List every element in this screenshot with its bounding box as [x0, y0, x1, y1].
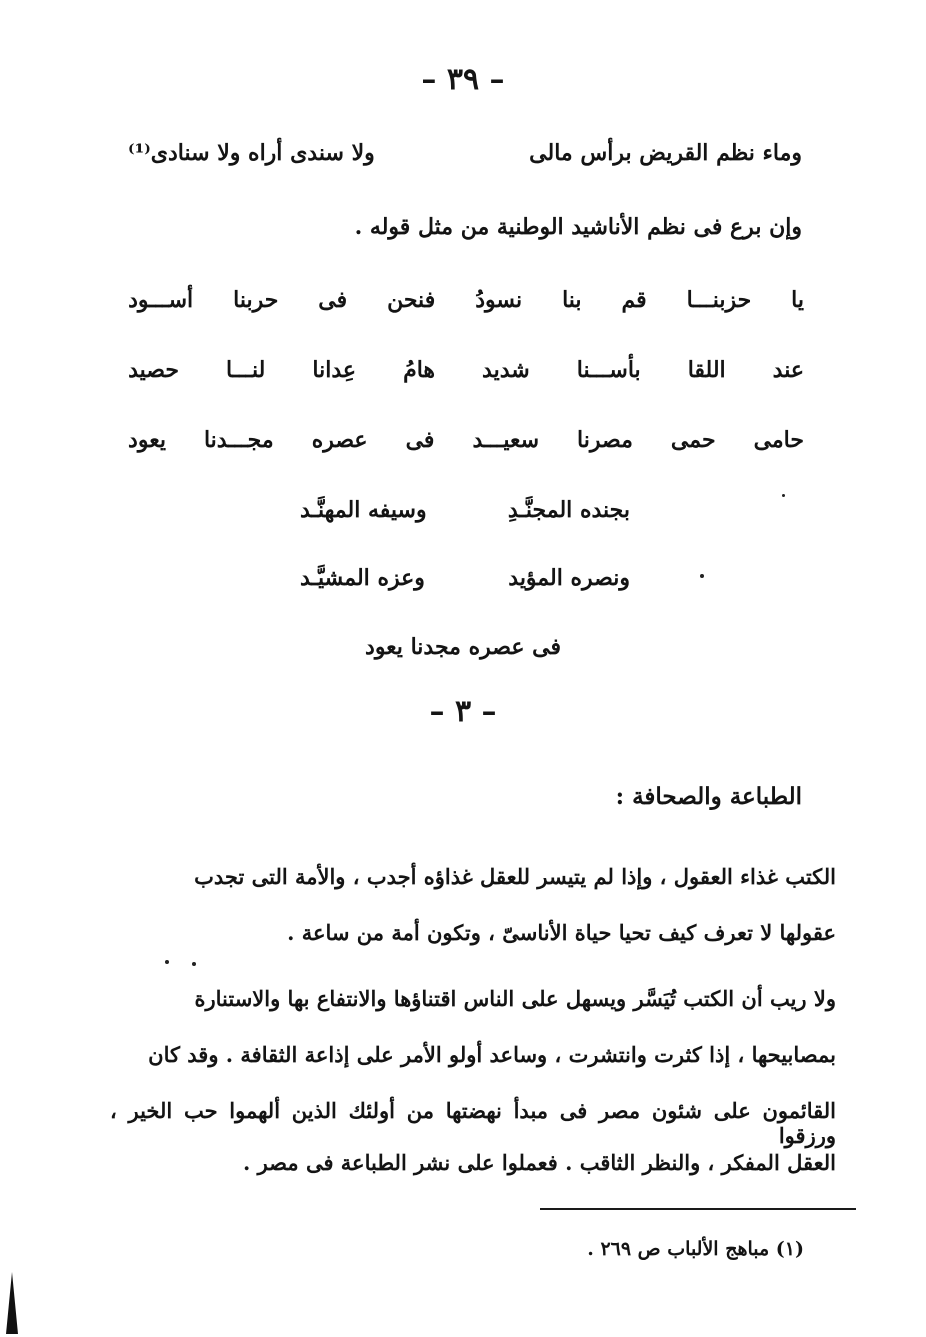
anthem-word: سعيـــد — [472, 427, 540, 453]
anthem-word: بنا — [562, 287, 582, 313]
scan-speck — [700, 574, 704, 578]
page-number: – ٣٩ – — [421, 62, 505, 97]
anthem-row — [128, 284, 804, 316]
anthem-word: هامُ — [403, 357, 436, 383]
anthem-word: فنحن — [387, 287, 436, 313]
couplet-row — [300, 494, 630, 526]
verse-left-hemistich: ولا سندى أراه ولا سنادى⁽¹⁾ — [128, 140, 375, 166]
anthem-word: نسودُ — [475, 287, 523, 313]
anthem-word: يعود — [128, 427, 166, 453]
anthem-word: مصرنا — [577, 427, 633, 453]
anthem-word: عند — [772, 357, 804, 383]
couplet-hemistich: ونصره المؤيد — [508, 565, 630, 591]
couplet-row — [300, 562, 630, 594]
paragraph-line: ولا ريب أن الكتب تُيَسَّر ويسهل على الناس اقتناؤها والانتفاع بها والاستنارة — [194, 986, 836, 1011]
paragraph-line: بمصابيحها ، إذا كثرت وانتشرت ، وساعد أولو الأمر على إذاعة الثقافة . وقد كان — [148, 1042, 836, 1067]
anthem-word: حصيد — [128, 357, 179, 383]
verse-right-hemistich: وماء نظم القريض برأس مالى — [529, 140, 802, 166]
paragraph-line: الكتب غذاء العقول ، وإذا لم يتيسر للعقل غذاؤه أجدب ، والأمة التى تجدب — [194, 864, 836, 889]
anthem-word: فى — [318, 287, 348, 313]
section-number: – ٣ – — [429, 694, 497, 729]
anthem-word: عِدانا — [312, 357, 357, 383]
anthem-row — [128, 424, 804, 456]
anthem-word: قم — [621, 287, 647, 313]
couplet-hemistich: وعزه المشيَّـد — [300, 565, 425, 591]
intro-line: وإن برع فى نظم الأناشيد الوطنية من مثل قوله . — [354, 214, 802, 240]
anthem-word: بأســـنا — [576, 357, 641, 383]
paragraph-line: عقولها لا تعرف كيف تحيا حياة الأناسىّ ، وتكون أمة من ساعة . — [287, 920, 836, 945]
anthem-word: حزبنـــا — [686, 287, 752, 313]
anthem-word: فى — [405, 427, 435, 453]
anthem-word: عصره — [311, 427, 368, 453]
scan-edge-mark — [6, 1272, 18, 1334]
anthem-word: حامى — [753, 427, 804, 453]
paragraph-line: القائمون على شئون مصر فى مبدأ نهضتها من أولئك الذين ألهموا حب الخير ، ورزقوا — [110, 1098, 836, 1148]
couplet-hemistich: بجنده المجنَّـدِ — [507, 497, 630, 523]
anthem-row — [128, 354, 804, 386]
anthem-word: حربنا — [233, 287, 279, 313]
paragraph-line: العقل المفكر ، والنظر الثاقب . فعملوا على نشر الطباعة فى مصر . — [242, 1150, 836, 1175]
footnote: (١) مباهج الألباب ص ٢٦٩ . — [587, 1238, 804, 1260]
footnote-divider — [540, 1208, 856, 1210]
anthem-word: حمى — [670, 427, 716, 453]
section-heading: الطباعة والصحافة : — [615, 783, 802, 810]
scan-speck — [165, 960, 169, 964]
scan-speck — [782, 494, 785, 497]
anthem-word: شديد — [482, 357, 530, 383]
anthem-word: أســـود — [128, 287, 194, 313]
anthem-word: اللقا — [687, 357, 726, 383]
couplet-hemistich: وسيفه المهنَّـد — [300, 497, 427, 523]
refrain-line: فى عصره مجدنا يعود — [365, 634, 561, 660]
anthem-word: مجـــدنا — [203, 427, 274, 453]
scan-speck — [192, 962, 196, 966]
anthem-word: يا — [791, 287, 804, 313]
anthem-word: لنـــا — [226, 357, 266, 383]
